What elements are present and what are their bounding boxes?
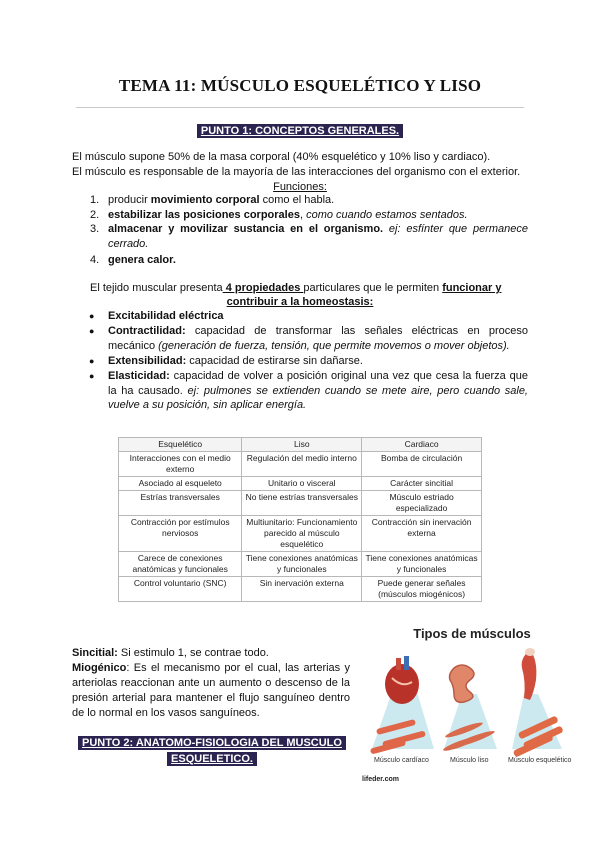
title-divider	[76, 107, 524, 108]
propiedad-item: Excitabilidad eléctrica	[108, 310, 224, 322]
funciones-label: Funciones:	[273, 181, 327, 193]
punto2-heading-line1: PUNTO 2: ANATOMO-FISIOLOGIA DEL MUSCULO	[78, 736, 346, 750]
funcion-number: 2.	[90, 209, 100, 221]
caption-esqueletico: Músculo esquelético	[508, 757, 572, 764]
punto2-heading-wrap	[72, 734, 352, 766]
funcion-item: estabilizar las posiciones corporales, como cuando estamos sentados.	[108, 209, 468, 221]
table-cell: Carece de conexiones anatómicas y funcionales	[119, 552, 242, 577]
table-cell: Sin inervación externa	[242, 577, 362, 602]
table-row	[119, 491, 482, 516]
caption-liso: Músculo liso	[450, 757, 489, 764]
table-cell: No tiene estrías transversales	[242, 491, 362, 516]
table-cell: Interacciones con el medio externo	[119, 452, 242, 477]
funcion-item: genera calor.	[108, 254, 176, 266]
bullet-icon: ●	[89, 356, 95, 366]
figure-title: Tipos de músculos	[413, 626, 531, 641]
table-header: Cardiaco	[362, 438, 482, 452]
figure-credit: lifeder.com	[362, 776, 399, 783]
propiedad-item: Elasticidad: capacidad de volver a posición original una vez que cesa la fuerza que la ha causado. ej: pulmones se extienden cuando se mete aire, pero cuando sale, vuelve a su posición, sin aplicar energía.	[108, 370, 528, 411]
table-header: Esquelético	[119, 438, 242, 452]
table-cell: Contracción sin inervación externa	[362, 516, 482, 552]
table-cell: Puede generar señales (músculos miogénicos)	[362, 577, 482, 602]
muscle-types-illustration	[362, 644, 582, 774]
def-miogenico: Miogénico: Es el mecanismo por el cual, las arterias y arteriolas reaccionan ante un aumento o descenso de la presión arterial para mantener el flujo sanguíneo dentro de lo normal en los vasos sanguíneos.	[72, 662, 350, 719]
table-header-row	[119, 438, 482, 452]
table-row	[119, 516, 482, 552]
bullet-icon: ●	[89, 311, 95, 321]
table-cell: Estrías transversales	[119, 491, 242, 516]
intestine-icon	[450, 665, 475, 702]
propiedades-intro: El tejido muscular presenta 4 propiedades particulares que le permiten funcionar y	[90, 282, 502, 294]
bullet-icon: ●	[89, 326, 95, 336]
propiedad-item: Extensibilidad: capacidad de estirarse sin dañarse.	[108, 355, 363, 367]
propiedades-intro-2: contribuir a la homeostasis:	[226, 296, 374, 308]
muscle-types-figure	[362, 626, 582, 771]
table-cell: Unitario o visceral	[242, 477, 362, 491]
punto1-heading-wrap	[0, 121, 600, 139]
table-row	[119, 452, 482, 477]
arm-icon	[522, 648, 537, 700]
funcion-item: producir movimiento corporal como el habla.	[108, 194, 335, 206]
heart-icon	[385, 656, 419, 704]
bullet-icon: ●	[89, 371, 95, 381]
funcion-item: almacenar y movilizar sustancia en el organismo. ej: esfínter que permanece cerrado.	[108, 223, 529, 250]
table-cell: Tiene conexiones anatómicas y funcionales	[362, 552, 482, 577]
funcion-number: 1.	[90, 194, 100, 206]
funcion-number: 4.	[90, 254, 100, 266]
caption-cardiaco: Músculo cardíaco	[374, 757, 429, 764]
punto1-heading: PUNTO 1: CONCEPTOS GENERALES.	[197, 124, 403, 138]
table-cell: Control voluntario (SNC)	[119, 577, 242, 602]
table-cell: Contracción por estímulos nerviosos	[119, 516, 242, 552]
table-cell: Regulación del medio interno	[242, 452, 362, 477]
funcion-number: 3.	[90, 223, 100, 235]
intro-line-1: El músculo supone 50% de la masa corporal (40% esquelético y 10% liso y cardiaco).	[72, 151, 491, 163]
table-cell: Músculo estriado especializado	[362, 491, 482, 516]
table-row	[119, 577, 482, 602]
def-sincitial: Sincitial: Si estimulo 1, se contrae todo.	[72, 647, 269, 659]
table-cell: Tiene conexiones anatómicas y funcionales	[242, 552, 362, 577]
table-cell: Asociado al esqueleto	[119, 477, 242, 491]
intro-line-2: El músculo es responsable de la mayoría de las interacciones del organismo con el exterior.	[72, 166, 521, 178]
table-cell: Carácter sincitial	[362, 477, 482, 491]
table-row	[119, 552, 482, 577]
table-row	[119, 477, 482, 491]
punto2-heading-line2: ESQUELETICO.	[167, 752, 257, 766]
page-title: TEMA 11: MÚSCULO ESQUELÉTICO Y LISO	[118, 76, 482, 95]
propiedad-item: Contractilidad: capacidad de transformar las señales eléctricas en proceso mecánico (generación de fuerza, tensión, que permite movemos o mover objetos).	[108, 325, 528, 352]
muscle-comparison-table	[118, 437, 482, 602]
table-header: Liso	[242, 438, 362, 452]
table-cell: Multiunitario: Funcionamiento parecido al músculo esquelético	[242, 516, 362, 552]
table-cell: Bomba de circulación	[362, 452, 482, 477]
